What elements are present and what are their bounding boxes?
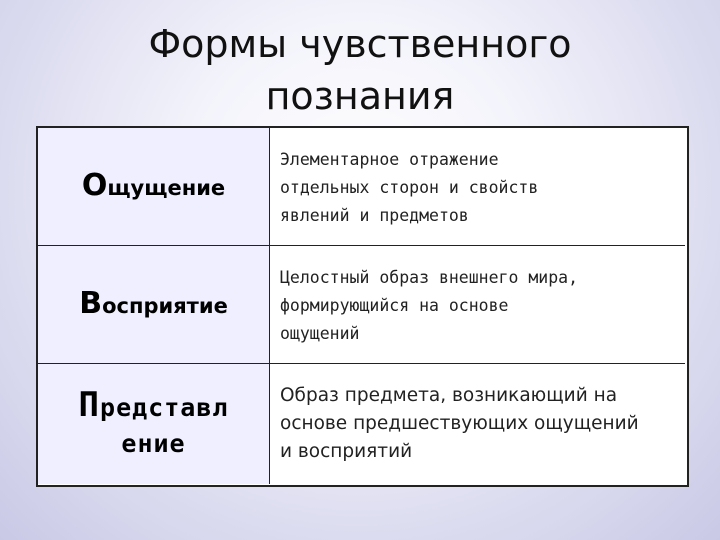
slide-title	[0, 18, 720, 122]
definition-sensation: Элементарное отражение отдельных сторон и свойств явлений и предметов	[280, 150, 539, 225]
term-rest: осприятие	[102, 294, 228, 318]
term-sensation	[81, 167, 226, 203]
term-initial: В	[79, 286, 103, 321]
slide-title-line-1: Формы чувственного	[148, 22, 572, 66]
term-cell-representation	[38, 364, 270, 484]
table-row-representation	[38, 363, 685, 484]
term-initial: О	[81, 167, 108, 203]
term-rest: щущение	[107, 175, 226, 200]
term-line-1	[78, 384, 229, 426]
forms-table	[36, 126, 689, 487]
term-perception	[79, 286, 228, 321]
term-rest-line-1: редставл	[100, 392, 229, 422]
term-cell-sensation	[38, 128, 270, 245]
table-row-perception	[38, 245, 685, 364]
definition-representation: Образ предмета, возникающий на основе предшествующих ощущений и восприятий	[280, 385, 639, 462]
definition-perception: Целостный образ внешнего мира, формирующийся на основе ощущений	[280, 268, 579, 343]
definition-cell-sensation	[270, 128, 685, 245]
term-rest-line-2: ение	[121, 428, 186, 458]
term-representation	[78, 384, 229, 462]
definition-cell-representation	[270, 364, 685, 484]
term-cell-perception	[38, 246, 270, 364]
definition-cell-perception	[270, 246, 685, 364]
table-row-sensation	[38, 128, 685, 245]
slide-title-line-2: познания	[265, 74, 455, 118]
term-initial: П	[78, 384, 101, 425]
